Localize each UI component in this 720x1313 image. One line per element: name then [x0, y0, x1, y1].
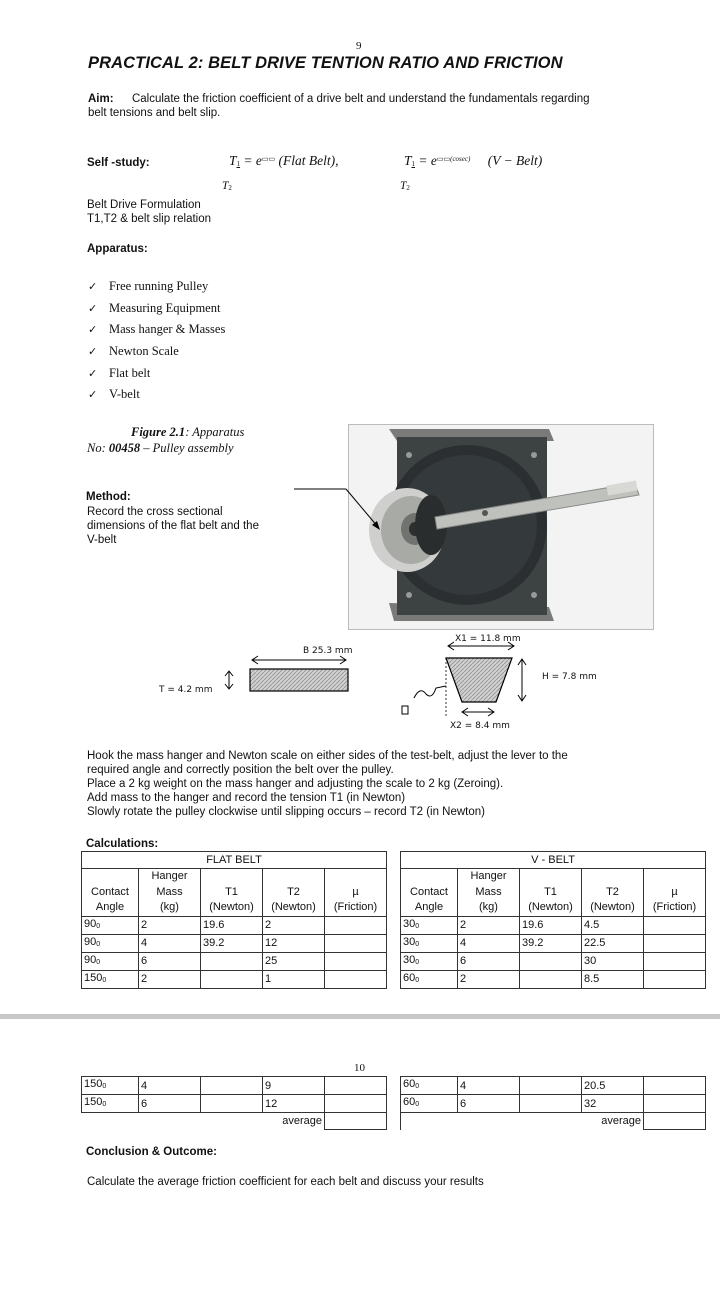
method-line: Record the cross sectional: [87, 506, 223, 518]
apparatus-item-label: Flat belt: [109, 365, 151, 380]
formula1-denom-t: T: [222, 180, 229, 192]
average-value: [325, 1113, 387, 1130]
check-icon: ✓: [88, 281, 98, 294]
cell-mu: [644, 952, 706, 970]
apparatus-item-label: Mass hanger & Masses: [109, 322, 226, 337]
cell-mass: 4: [139, 1077, 201, 1095]
formula2-denominator: [400, 180, 410, 192]
aim-label: Aim:: [88, 93, 114, 105]
table-row: [82, 934, 387, 952]
formula1-sub1: 1: [236, 160, 241, 168]
apparatus-item-label: Newton Scale: [109, 344, 179, 359]
formula1-t: T: [229, 153, 237, 168]
method-line: V-belt: [87, 534, 117, 546]
flat-belt-title: FLAT BELT: [82, 852, 387, 869]
cell-mu: [644, 1077, 706, 1095]
cell-angle: 600: [401, 970, 458, 988]
cell-t2: 32: [582, 1095, 644, 1113]
formula-flat-belt: T1 = e▭▭ (Flat Belt),: [229, 153, 339, 168]
formula2-exponent: (cosec): [450, 155, 471, 163]
cell-t2: 22.5: [582, 934, 644, 952]
dim-h-label: H = 7.8 mm: [542, 672, 597, 682]
cell-t2: 8.5: [582, 970, 644, 988]
cell-t1: [520, 970, 582, 988]
cell-mass: 4: [458, 934, 520, 952]
self-study-label: Self -study:: [87, 157, 150, 169]
check-icon: ✓: [88, 302, 98, 315]
cell-angle: 300: [401, 952, 458, 970]
instruction-line: Slowly rotate the pulley clockwise until slipping occurs – record T2 (in Newton): [87, 806, 485, 818]
cell-angle: 900: [82, 934, 139, 952]
cell-t1: 19.6: [520, 916, 582, 934]
cell-angle: 900: [82, 916, 139, 934]
list-item: [88, 362, 348, 384]
self-study-note2: T1,T2 & belt slip relation: [87, 213, 212, 225]
aim-text-line2: belt tensions and belt slip.: [88, 107, 221, 119]
page-number-2: 10: [354, 1062, 365, 1074]
figure-no-rest: – Pulley assembly: [140, 441, 234, 455]
table-row: [82, 1077, 387, 1095]
table-average-row: [401, 1113, 706, 1130]
cell-angle: 300: [401, 916, 458, 934]
cell-mass: 6: [139, 1095, 201, 1113]
pulley-assembly-image: [349, 425, 654, 630]
flat-belt-table-continued: [81, 1076, 387, 1130]
dim-b-label: B 25.3 mm: [303, 646, 353, 656]
page-divider: [0, 1014, 720, 1019]
apparatus-item-label: Free running Pulley: [109, 279, 209, 294]
v-belt-cross-section: [396, 636, 536, 728]
formula1-sub2: 2: [228, 184, 232, 192]
figure-no-value: 00458: [108, 441, 141, 455]
cell-t2: 20.5: [582, 1077, 644, 1095]
check-icon: ✓: [88, 346, 98, 359]
list-item: [88, 341, 348, 363]
v-belt-table: [400, 851, 706, 989]
check-icon: ✓: [88, 324, 98, 337]
cell-mu: [644, 970, 706, 988]
formula2-sub1: 1: [411, 160, 416, 168]
cell-angle: 600: [401, 1095, 458, 1113]
cell-t1: 39.2: [201, 934, 263, 952]
col-header-hanger-mass: Hanger Mass (kg): [458, 869, 520, 917]
table-row: [401, 970, 706, 988]
col-header-mu: µ (Friction): [644, 869, 706, 917]
list-item: [88, 276, 348, 298]
cell-t2: 12: [263, 934, 325, 952]
formula2-name: (V − Belt): [487, 153, 543, 168]
table-average-row: [82, 1113, 387, 1130]
col-header-t1: T1 (Newton): [520, 869, 582, 917]
dim-t-label: T = 4.2 mm: [159, 685, 213, 695]
cell-mu: [325, 952, 387, 970]
average-label: average: [263, 1113, 325, 1130]
cell-t2: 12: [263, 1095, 325, 1113]
self-study-notes: [87, 198, 211, 226]
table-row: [82, 1095, 387, 1113]
cell-t1: 39.2: [520, 934, 582, 952]
table-row: [82, 970, 387, 988]
calculations-label: Calculations:: [86, 838, 159, 850]
page-number: 9: [356, 40, 362, 52]
cell-t1: [201, 970, 263, 988]
formula2-t: T: [404, 153, 412, 168]
method-line: dimensions of the flat belt and the: [87, 520, 259, 532]
apparatus-list: [88, 276, 348, 406]
figure-caption-rest: : Apparatus: [185, 425, 245, 439]
cell-angle: 900: [82, 952, 139, 970]
list-item: [88, 319, 348, 341]
aim-text-line1: Calculate the friction coefficient of a drive belt and understand the fundamentals regarding: [131, 93, 590, 105]
average-value: [644, 1113, 706, 1130]
average-label: average: [582, 1113, 644, 1130]
dim-x1-label: X1 = 11.8 mm: [455, 634, 521, 644]
cell-mass: 2: [458, 970, 520, 988]
cell-mass: 2: [139, 970, 201, 988]
cell-mu: [644, 1095, 706, 1113]
dim-x2-label: X2 = 8.4 mm: [450, 721, 510, 731]
check-icon: ✓: [88, 389, 98, 402]
cell-mu: [644, 916, 706, 934]
instruction-line: Hook the mass hanger and Newton scale on either sides of the test-belt, adjust the lever to the: [87, 750, 568, 762]
cell-mu: [325, 970, 387, 988]
self-study-note1: Belt Drive Formulation: [87, 199, 201, 211]
instruction-line: Place a 2 kg weight on the mass hanger and adjusting the scale to 2 kg (Zeroing).: [87, 778, 504, 790]
apparatus-label: Apparatus:: [87, 243, 148, 255]
cell-t1: [520, 1095, 582, 1113]
cell-angle: 1500: [82, 1077, 139, 1095]
cell-mu: [325, 1095, 387, 1113]
col-header-t1: T1 (Newton): [201, 869, 263, 917]
col-header-contact-angle: Contact Angle: [401, 869, 458, 917]
cell-mass: 6: [458, 952, 520, 970]
conclusion-label: Conclusion & Outcome:: [86, 1146, 217, 1158]
method-label: Method:: [86, 491, 131, 503]
cell-mu: [644, 934, 706, 952]
formula2-sub2: 2: [406, 184, 410, 192]
table-row: [401, 952, 706, 970]
cell-t1: [201, 1077, 263, 1095]
table-row: [401, 916, 706, 934]
cell-mass: 6: [139, 952, 201, 970]
table-row: [401, 1095, 706, 1113]
aim-section: [88, 92, 648, 120]
cell-t1: [520, 1077, 582, 1095]
formula2-denom-t: T: [400, 180, 407, 192]
figure-caption: [131, 425, 244, 440]
formula1-name: (Flat Belt),: [278, 153, 339, 168]
cell-mu: [325, 916, 387, 934]
method-text: [87, 505, 287, 547]
cell-mass: 2: [139, 916, 201, 934]
cell-mass: 4: [139, 934, 201, 952]
cell-t1: [520, 952, 582, 970]
col-header-t2: T2 (Newton): [582, 869, 644, 917]
table-row: [82, 916, 387, 934]
cell-mass: 4: [458, 1077, 520, 1095]
col-header-hanger-mass: Hanger Mass (kg): [139, 869, 201, 917]
cell-t2: 4.5: [582, 916, 644, 934]
list-item: [88, 298, 348, 320]
cell-t2: 25: [263, 952, 325, 970]
list-item: [88, 384, 348, 406]
col-header-contact-angle: Contact Angle: [82, 869, 139, 917]
cell-angle: 300: [401, 934, 458, 952]
formula1-eq: = e: [243, 153, 262, 168]
cell-mu: [325, 934, 387, 952]
figure-caption-bold: Figure 2.1: [131, 425, 186, 439]
cell-t2: 1: [263, 970, 325, 988]
col-header-t2: T2 (Newton): [263, 869, 325, 917]
cell-angle: 600: [401, 1077, 458, 1095]
cell-t2: 2: [263, 916, 325, 934]
table-row: [401, 1077, 706, 1095]
formula-v-belt: $T1 = e^{▭▭(cosec)}$ (V − Belt): [404, 153, 543, 168]
cell-angle: 1500: [82, 970, 139, 988]
table-header-row: [401, 869, 706, 917]
col-header-mu: µ (Friction): [325, 869, 387, 917]
figure-no-label: No:: [87, 441, 109, 455]
apparatus-photo: [348, 424, 654, 630]
v-belt-table-continued: [400, 1076, 706, 1130]
cell-t2: 30: [582, 952, 644, 970]
table-row: [82, 952, 387, 970]
table-header-row: [82, 869, 387, 917]
leader-line: [290, 485, 390, 535]
figure-number: [87, 441, 234, 456]
cell-mass: 6: [458, 1095, 520, 1113]
cell-angle: 1500: [82, 1095, 139, 1113]
instructions: [87, 749, 687, 819]
cell-mu: [325, 1077, 387, 1095]
apparatus-item-label: V-belt: [109, 387, 140, 402]
cell-t2: 9: [263, 1077, 325, 1095]
instruction-line: required angle and correctly position the belt over the pulley.: [87, 764, 394, 776]
cell-t1: [201, 952, 263, 970]
check-icon: ✓: [88, 367, 98, 380]
cell-mass: 2: [458, 916, 520, 934]
formula2-eq: = e: [418, 153, 437, 168]
formula1-denominator: [222, 180, 232, 192]
v-belt-title: V - BELT: [401, 852, 706, 869]
cell-t1: 19.6: [201, 916, 263, 934]
cell-t1: [201, 1095, 263, 1113]
instruction-line: Add mass to the hanger and record the tension T1 (in Newton): [87, 792, 406, 804]
apparatus-item-label: Measuring Equipment: [109, 300, 221, 315]
conclusion-text: Calculate the average friction coefficient for each belt and discuss your results: [87, 1176, 484, 1188]
page-title: PRACTICAL 2: BELT DRIVE TENTION RATIO AND FRICTION: [88, 54, 563, 72]
table-row: [401, 934, 706, 952]
flat-belt-table: [81, 851, 387, 989]
